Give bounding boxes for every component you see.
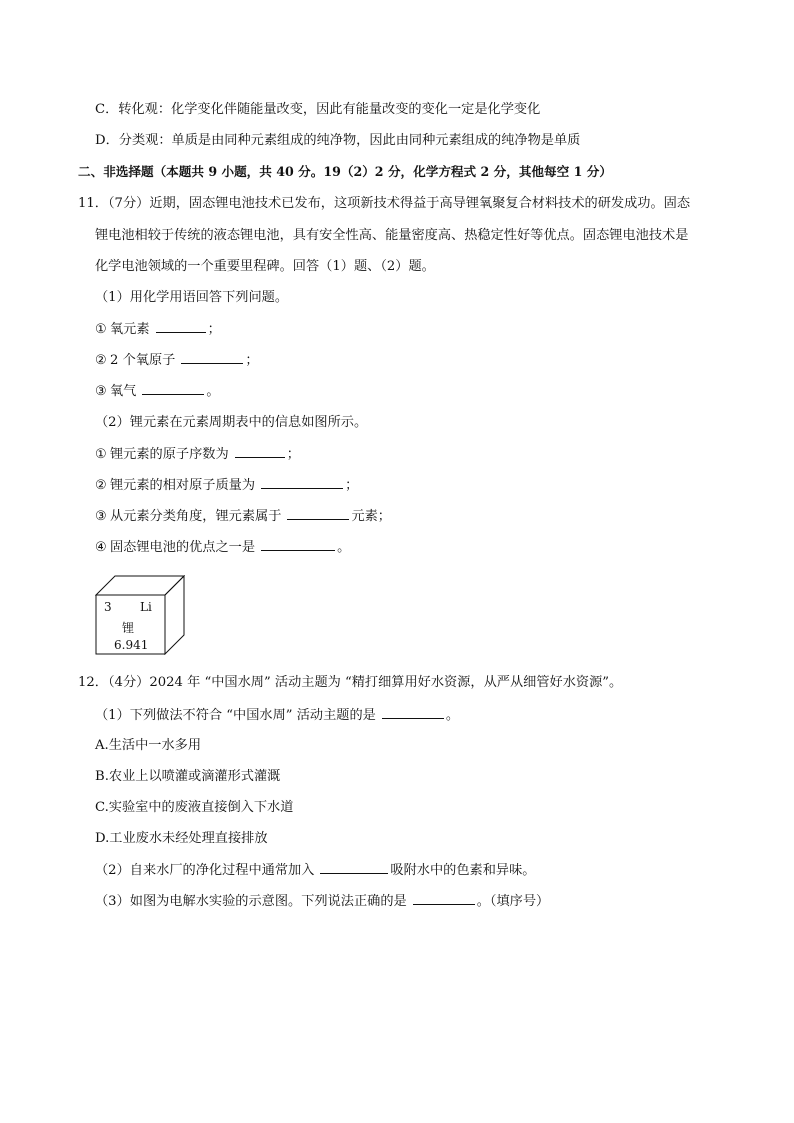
item-end: 。 [206, 384, 220, 399]
item-end: ； [286, 447, 300, 462]
circled-number: ① [95, 447, 107, 462]
item-text: 2 个氧原子 [110, 353, 176, 368]
circled-number: ② [95, 478, 107, 493]
circled-number: ③ [95, 509, 107, 524]
atomic-number: 3 [104, 600, 112, 614]
answer-blank[interactable] [413, 892, 475, 905]
answer-blank[interactable] [261, 538, 335, 551]
item-text: 锂元素的相对原子质量为 [110, 478, 256, 493]
option-d: D．分类观：单质是由同种元素组成的纯净物，因此由同种元素组成的纯净物是单质 [95, 133, 581, 148]
q11-part2: （2）锂元素在元素周期表中的信息如图所示。 [95, 415, 368, 430]
item-text: 固态锂电池的优点之一是 [110, 540, 256, 555]
part-end: 。 [445, 708, 460, 723]
q11-part2-item3 [95, 507, 391, 526]
element-name: 锂 [122, 621, 135, 635]
answer-blank[interactable] [320, 861, 388, 874]
q11-part2-item2 [95, 476, 358, 495]
item-text: 氧气 [110, 384, 137, 399]
q11-stem-line1: 11．（7分）近期，固态锂电池技术已发布，这项新技术得益于高导锂氧聚复合材料技术的研发成功。固态 [78, 196, 691, 211]
circled-number: ② [95, 353, 107, 368]
q12-stem: 12．（4分）2024 年 “中国水周” 活动主题为 “精打细算用好水资源，从严从细管好水资源”。 [78, 675, 623, 690]
option-c: C．转化观：化学变化伴随能量改变，因此有能量改变的变化一定是化学变化 [95, 102, 541, 117]
q12-part3 [95, 892, 549, 911]
part-end: 吸附水中的色素和异味。 [390, 863, 536, 878]
element-symbol: Li [140, 600, 152, 614]
q11-stem-line2: 锂电池相较于传统的液态锂电池，具有安全性高、能量密度高、热稳定性好等优点。固态锂电池技术是 [95, 228, 689, 243]
answer-blank[interactable] [261, 476, 343, 489]
answer-blank[interactable] [235, 445, 285, 458]
part-end: 。（填序号） [476, 894, 550, 909]
item-end: ； [207, 322, 221, 337]
circled-number: ① [95, 322, 107, 337]
q12-choice-a: A.生活中一水多用 [95, 738, 202, 753]
answer-blank[interactable] [181, 351, 243, 364]
section-heading: 二、非选择题（本题共 9 小题，共 40 分。19（2）2 分，化学方程式 2 分，其他每空 1 分） [78, 164, 612, 179]
q12-choice-b: B.农业上以喷灌或滴灌形式灌溉 [95, 769, 281, 784]
item-end: 元素； [351, 509, 391, 524]
answer-blank[interactable] [287, 507, 349, 520]
q11-stem-line3: 化学电池领域的一个重要里程碑。回答（1）题、（2）题。 [95, 259, 435, 274]
item-end: ； [345, 478, 359, 493]
item-end: 。 [337, 540, 351, 555]
part-text: （1）下列做法不符合 “中国水周” 活动主题的是 [95, 708, 376, 723]
item-text: 从元素分类角度，锂元素属于 [110, 509, 282, 524]
atomic-mass: 6.941 [114, 638, 149, 652]
part-text: （2）自来水厂的净化过程中通常加入 [95, 863, 315, 878]
q12-part2 [95, 861, 535, 880]
q11-part2-item4 [95, 538, 350, 557]
answer-blank[interactable] [156, 320, 206, 333]
q12-choice-c: C.实验室中的废液直接倒入下水道 [95, 800, 294, 815]
q11-part1-item2 [95, 351, 259, 370]
answer-blank[interactable] [142, 382, 204, 395]
item-end: ； [245, 353, 259, 368]
q11-part1: （1）用化学用语回答下列问题。 [95, 290, 289, 305]
q11-part2-item1 [95, 445, 300, 464]
q12-choice-d: D.工业废水未经处理直接排放 [95, 831, 268, 846]
q11-part1-item1 [95, 320, 221, 339]
q12-part1 [95, 706, 459, 725]
answer-blank[interactable] [382, 706, 444, 719]
circled-number: ④ [95, 540, 107, 555]
q11-part1-item3 [95, 382, 220, 401]
item-text: 氧元素 [110, 322, 150, 337]
part-text: （3）如图为电解水实验的示意图。下列说法正确的是 [95, 894, 407, 909]
item-text: 锂元素的原子序数为 [110, 447, 229, 462]
circled-number: ③ [95, 384, 107, 399]
lithium-element-cell [95, 575, 185, 655]
